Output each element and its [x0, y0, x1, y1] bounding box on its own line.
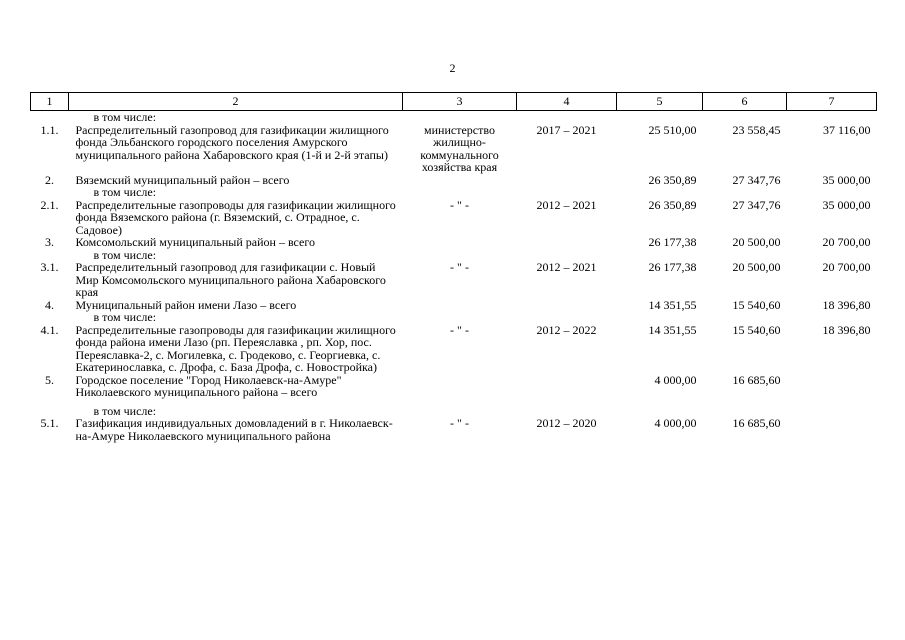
empty-cell	[403, 311, 517, 324]
row-name: Вяземский муниципальный район – всего	[75, 172, 290, 187]
page-number: 2	[449, 61, 456, 75]
row-value-col7: 35 000,00	[822, 172, 871, 187]
row-number: 5.	[45, 372, 54, 387]
header-col-1: 1	[31, 93, 69, 111]
header-col-4: 4	[517, 93, 617, 111]
row-name: Распределительный газопровод для газификации жилищного фонда Эльбанского городского поселения Амурского муниципального района Хабаровского края (1-й и 2-й этапы)	[75, 122, 389, 162]
row-value-col6: 27 347,76	[732, 172, 781, 187]
row-value-col5: 14 351,55	[648, 322, 697, 337]
row-value-col6: 20 500,00	[732, 260, 781, 274]
empty-cell	[703, 186, 787, 199]
row-responsible: - " -	[450, 416, 469, 430]
header-row	[31, 93, 877, 111]
row-name: Газификация индивидуальных домовладений в г. Николаевск-на-Амуре Николаевского муниципального района	[75, 416, 393, 443]
row-period: 2012 – 2021	[536, 260, 597, 274]
row-responsible: - " -	[450, 322, 469, 337]
empty-cell	[617, 186, 703, 199]
header-col-5: 5	[617, 93, 703, 111]
row-period: 2012 – 2022	[536, 322, 597, 337]
row-value-col7: 18 396,80	[822, 297, 871, 312]
table-row	[31, 324, 877, 374]
empty-cell	[617, 311, 703, 324]
row-period: 2012 – 2020	[536, 416, 597, 430]
row-responsible: - " -	[450, 260, 469, 274]
row-value-col6: 16 685,60	[732, 416, 781, 430]
row-number: 3.1.	[40, 260, 59, 274]
table-row	[31, 199, 877, 237]
subheading-row	[31, 311, 877, 324]
subheading-label: в том числе:	[93, 185, 157, 199]
empty-cell	[403, 111, 517, 124]
empty-cell	[703, 311, 787, 324]
table-row	[31, 124, 877, 174]
empty-cell	[787, 311, 877, 324]
row-name: Комсомольский муниципальный район – всего	[75, 235, 315, 249]
row-responsible	[403, 236, 517, 249]
row-responsible	[403, 299, 517, 312]
row-value-col7: 18 396,80	[822, 322, 871, 337]
row-number	[31, 111, 69, 124]
row-number: 5.1.	[40, 416, 59, 430]
row-name: Распределительные газопроводы для газификации жилищного фонда района имени Лазо (рп. Переяславка , рп. Хор, пос. Переяславка-2, с. Могилевка, с. Гродеково, с. Георгиевка, с. Екатеринославка, с. Дрофа, с. База Дрофа, с. Новостройка)	[75, 322, 396, 374]
empty-cell	[617, 111, 703, 124]
row-value-col5: 14 351,55	[648, 297, 697, 312]
row-number	[31, 186, 69, 199]
table-row	[31, 236, 877, 249]
row-value-col5: 4 000,00	[654, 372, 697, 387]
row-number: 1.1.	[40, 122, 59, 137]
row-value-col5: 4 000,00	[654, 416, 697, 430]
row-value-col7: 35 000,00	[822, 197, 871, 212]
row-responsible: - " -	[450, 197, 469, 212]
empty-cell	[787, 111, 877, 124]
row-period: 2012 – 2021	[536, 197, 597, 212]
row-value-col5: 25 510,00	[648, 122, 697, 137]
row-value-col7: 37 116,00	[822, 122, 871, 137]
row-value-col5: 26 350,89	[648, 172, 697, 187]
row-number: 4.	[45, 297, 54, 312]
subheading-label: в том числе:	[93, 403, 157, 418]
empty-cell	[787, 405, 877, 418]
header-col-3: 3	[403, 93, 517, 111]
header-col-2: 2	[69, 93, 403, 111]
header-col-7: 7	[787, 93, 877, 111]
row-value-col6: 23 558,45	[732, 122, 781, 137]
subheading-label: в том числе:	[93, 110, 157, 124]
row-period: 2017 – 2021	[536, 122, 597, 137]
empty-cell	[787, 186, 877, 199]
program-table	[30, 92, 877, 442]
row-name: Распределительные газопроводы для газификации жилищного фонда Вяземского района (г. Вяземский, с. Отрадное, с. Садовое)	[75, 197, 396, 237]
table-row	[31, 174, 877, 187]
row-value-col6: 27 347,76	[732, 197, 781, 212]
row-value-col6: 15 540,60	[732, 297, 781, 312]
row-value-col6: 15 540,60	[732, 322, 781, 337]
row-value-col5: 26 350,89	[648, 197, 697, 212]
empty-cell	[403, 186, 517, 199]
row-number: 4.1.	[40, 322, 59, 337]
empty-cell	[517, 311, 617, 324]
row-period	[517, 299, 617, 312]
row-number: 2.1.	[40, 197, 59, 212]
row-name: Распределительный газопровод для газификации с. Новый Мир Комсомольского муниципального района Хабаровского края	[75, 260, 386, 299]
row-responsible	[403, 174, 517, 187]
empty-cell	[517, 111, 617, 124]
header-col-6: 6	[703, 93, 787, 111]
subheading-label: в том числе:	[93, 247, 157, 262]
empty-cell	[517, 186, 617, 199]
empty-cell	[703, 111, 787, 124]
row-period	[517, 374, 617, 399]
row-value-col7	[787, 374, 877, 399]
row-value-col6: 20 500,00	[732, 235, 781, 249]
row-value-col7: 20 700,00	[822, 260, 871, 274]
row-period	[517, 236, 617, 249]
table-row	[31, 261, 877, 299]
row-value-col7: 20 700,00	[822, 235, 871, 249]
row-responsible	[403, 374, 517, 399]
row-name: Муниципальный район имени Лазо – всего	[75, 297, 297, 312]
row-number: 3.	[45, 235, 54, 249]
row-responsible: министерство жилищно-коммунального хозяйства края	[420, 122, 499, 174]
row-value-col5: 26 177,38	[648, 235, 697, 249]
table-row	[31, 374, 877, 399]
subheading-row	[31, 186, 877, 199]
row-period	[517, 174, 617, 187]
subheading-row	[31, 111, 877, 124]
table-row	[31, 417, 877, 442]
row-value-col5: 26 177,38	[648, 260, 697, 274]
row-number	[31, 311, 69, 324]
row-name: Городское поселение "Город Николаевск-на-Амуре" Николаевского муниципального района – всего	[75, 372, 342, 399]
table-row	[31, 299, 877, 312]
row-value-col6: 16 685,60	[732, 372, 781, 387]
subheading-label: в том числе:	[93, 310, 157, 324]
row-number: 2.	[45, 172, 54, 187]
row-value-col7	[787, 417, 877, 442]
table-body	[31, 111, 877, 443]
